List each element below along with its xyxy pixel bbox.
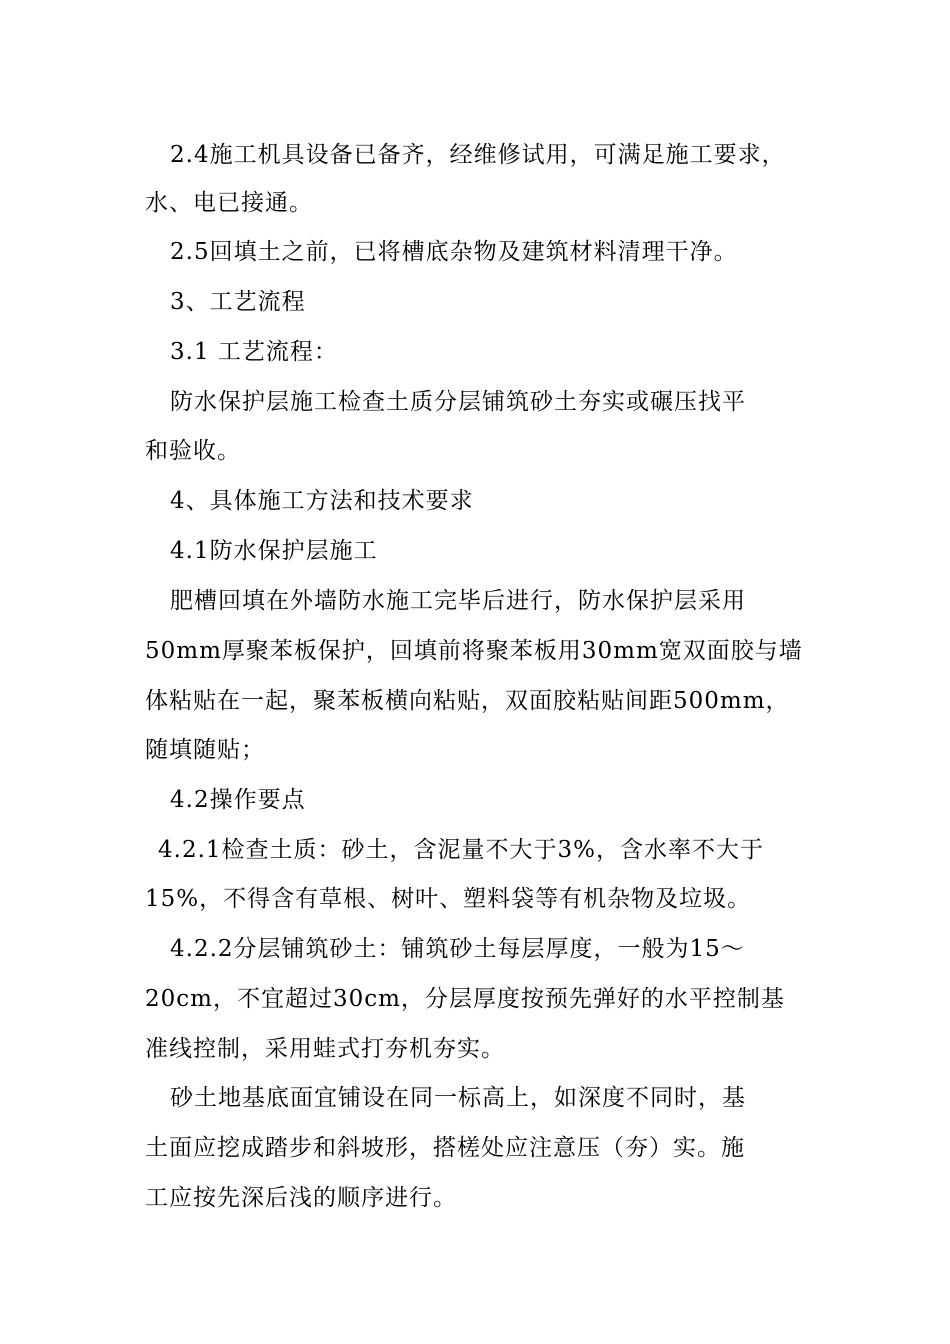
paragraph-2-4-line-1: 2.4施工机具设备已备齐，经维修试用，可满足施工要求， <box>170 142 786 168</box>
heading-3-1: 3.1 工艺流程： <box>170 339 338 365</box>
paragraph-4-2-2-line-1: 4.2.2分层铺筑砂土：铺筑砂土每层厚度，一般为15～ <box>170 936 745 962</box>
process-flow-line-1: 防水保护层施工检查土质分层铺筑砂土夯实或碾压找平 <box>170 389 746 415</box>
paragraph-4-2-2-line-2: 20cm，不宜超过30cm，分层厚度按预先弹好的水平控制基 <box>145 986 785 1012</box>
paragraph-foundation-line-1: 砂土地基底面宜铺设在同一标高上，如深度不同时，基 <box>170 1085 746 1111</box>
heading-4-2: 4.2操作要点 <box>170 787 306 813</box>
paragraph-foundation-line-3: 工应按先深后浅的顺序进行。 <box>145 1185 457 1211</box>
paragraph-4-1-line-2: 50mm厚聚苯板保护，回填前将聚苯板用30mm宽双面胶与墙 <box>145 638 803 664</box>
heading-4-1: 4.1防水保护层施工 <box>170 538 378 564</box>
paragraph-4-2-1-line-2: 15%，不得含有草根、树叶、塑料袋等有机杂物及垃圾。 <box>145 886 752 912</box>
heading-4: 4、具体施工方法和技术要求 <box>170 488 474 514</box>
paragraph-4-2-2-line-3: 准线控制，采用蛙式打夯机夯实。 <box>145 1036 505 1062</box>
paragraph-4-1-line-4: 随填随贴； <box>145 737 265 763</box>
paragraph-foundation-line-2: 土面应挖成踏步和斜坡形，搭槎处应注意压（夯）实。施 <box>145 1135 745 1161</box>
paragraph-4-1-line-1: 肥槽回填在外墙防水施工完毕后进行，防水保护层采用 <box>170 588 746 614</box>
paragraph-4-2-1-line-1: 4.2.1检查土质：砂土，含泥量不大于3%，含水率不大于 <box>158 837 765 863</box>
paragraph-2-4-line-2: 水、电已接通。 <box>145 190 313 216</box>
heading-3: 3、工艺流程 <box>170 289 306 315</box>
paragraph-2-5: 2.5回填土之前，已将槽底杂物及建筑材料清理干净。 <box>170 239 738 265</box>
paragraph-4-1-line-3: 体粘贴在一起，聚苯板横向粘贴，双面胶粘贴间距500mm， <box>145 688 790 714</box>
process-flow-line-2: 和验收。 <box>145 438 241 464</box>
